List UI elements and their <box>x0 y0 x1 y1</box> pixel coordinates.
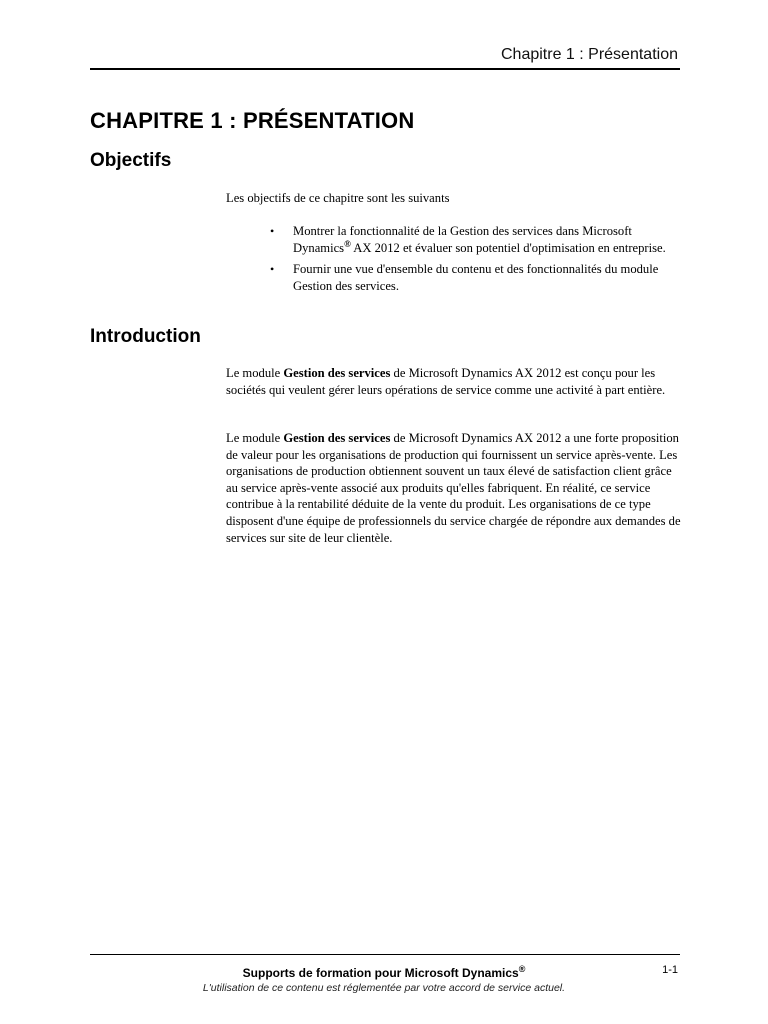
running-header: Chapitre 1 : Présentation <box>501 46 678 63</box>
objective-text-part2: AX 2012 et évaluer son potentiel d'optimisation en entreprise. <box>350 240 666 255</box>
objective-text-part1: Montrer la fonctionnalité de la Gestion des services dans Microsoft Dynamics <box>293 224 632 255</box>
footer-title-text: Supports de formation pour Microsoft Dynamics <box>242 966 519 980</box>
paragraph-lead: Le module <box>226 366 284 380</box>
paragraph-rest: de Microsoft Dynamics AX 2012 est conçu pour les sociétés qui veulent gérer leurs opérations de service comme une activité à part entière. <box>226 366 666 397</box>
registered-mark: ® <box>344 238 351 249</box>
objective-text: Fournir une vue d'ensemble du contenu et des fonctionnalités du module Gestion des services. <box>293 262 659 293</box>
footer-title <box>90 966 678 980</box>
introduction-paragraph <box>226 365 686 398</box>
page-number: 1-1 <box>662 964 678 976</box>
introduction-paragraph <box>226 430 686 546</box>
objectives-heading: Objectifs <box>90 150 172 171</box>
module-name-bold: Gestion des services <box>283 366 391 380</box>
objectives-intro <box>226 190 686 207</box>
introduction-heading: Introduction <box>90 326 201 347</box>
objective-item <box>270 223 690 256</box>
objectives-list <box>270 223 690 299</box>
paragraph-lead: Le module <box>226 431 284 445</box>
objectives-intro-text: Les objectifs de ce chapitre sont les suivants <box>226 191 450 205</box>
bullet-icon: • <box>270 224 275 238</box>
footer-note: L'utilisation de ce contenu est réglementée par votre accord de service actuel. <box>202 982 566 994</box>
objective-item <box>270 261 690 294</box>
footer-divider <box>90 954 680 955</box>
registered-mark: ® <box>518 964 526 974</box>
paragraph-rest: de Microsoft Dynamics AX 2012 a une forte proposition de valeur pour les organisations de production qui fournissent un service après-vente. Les organisations de production obtiennent souvent un taux élevé de satisfaction client grâce au service après-vente associé aux produits qu'elles fabriquent. En réalité, ce service contribue à la rentabilité déduite de la vente du produit. Les organisations de ce type disposent d'une équipe de professionnels du service chargée de répondre aux demandes de services sur site de leur clientèle. <box>226 431 681 545</box>
bullet-icon: • <box>270 262 275 277</box>
module-name-bold: Gestion des services <box>283 431 391 445</box>
header-divider <box>90 68 680 70</box>
chapter-title: CHAPITRE 1 : PRÉSENTATION <box>90 108 415 133</box>
